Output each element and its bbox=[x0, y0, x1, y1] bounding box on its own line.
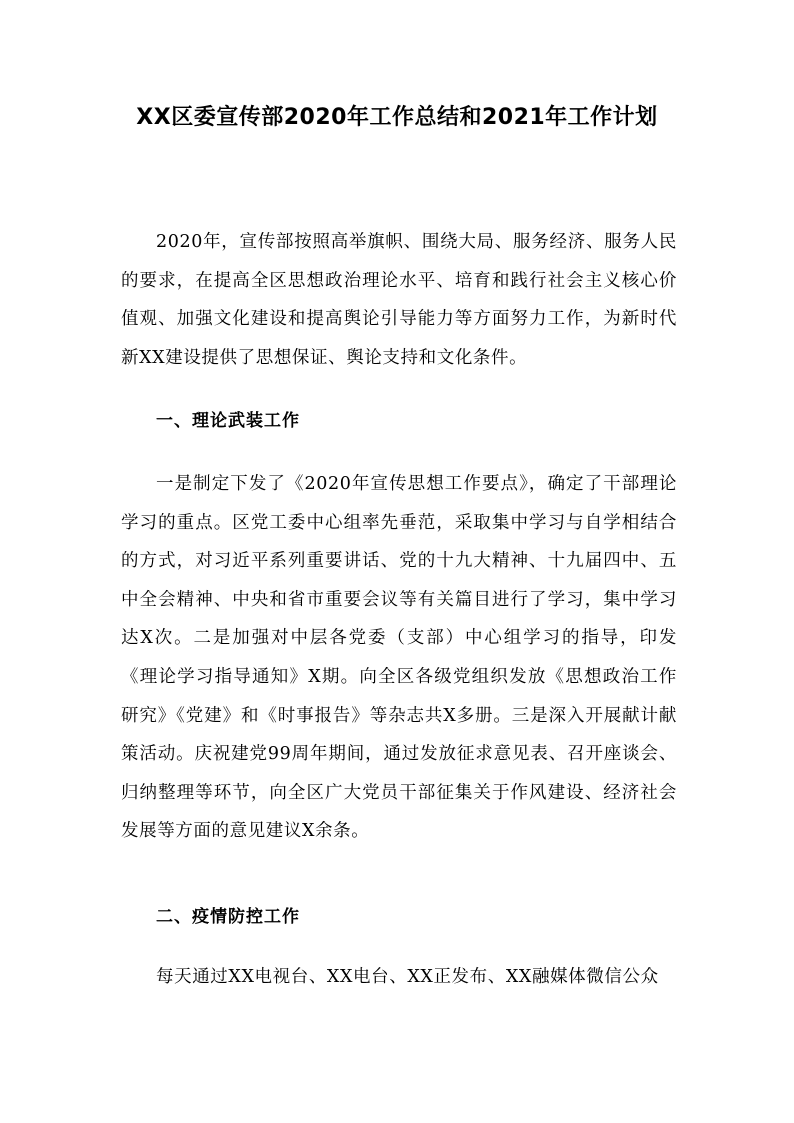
section-heading-theory: 一、理论武装工作 bbox=[156, 411, 300, 431]
document-title: XX区委宣传部2020年工作总结和2021年工作计划 bbox=[136, 105, 658, 130]
intro-paragraph: 2020年，宣传部按照高举旗帜、围绕大局、服务经济、服务人民的要求，在提高全区思想政治理论水平、培育和践行社会主义核心价值观、加强文化建设和提高舆论引导能力等方面努力工作，为新时代新XX建设提供了思想保证、舆论支持和文化条件。 bbox=[121, 232, 677, 368]
section-heading-epidemic: 二、疫情防控工作 bbox=[156, 907, 300, 927]
section-paragraph-theory: 一是制定下发了《2020年宣传思想工作要点》，确定了干部理论学习的重点。区党工委中心组率先垂范，采取集中学习与自学相结合的方式，对习近平系列重要讲话、党的十九大精神、十九届四中、五中全会精神、中央和省市重要会议等有关篇目进行了学习，集中学习达X次。二是加强对中层各党委（支部）中心组学习的指导，印发《理论学习指导通知》X期。向全区各级党组织发放《思想政治工作研究》《党建》和《时事报告》等杂志共X多册。三是深入开展献计献策活动。庆祝建党99周年期间，通过发放征求意见表、召开座谈会、归纳整理等环节，向全区广大党员干部征集关于作风建设、经济社会发展等方面的意见建议X余条。 bbox=[121, 474, 677, 842]
section-paragraph-epidemic: 每天通过XX电视台、XX电台、XX正发布、XX融媒体微信公众 bbox=[156, 967, 659, 987]
